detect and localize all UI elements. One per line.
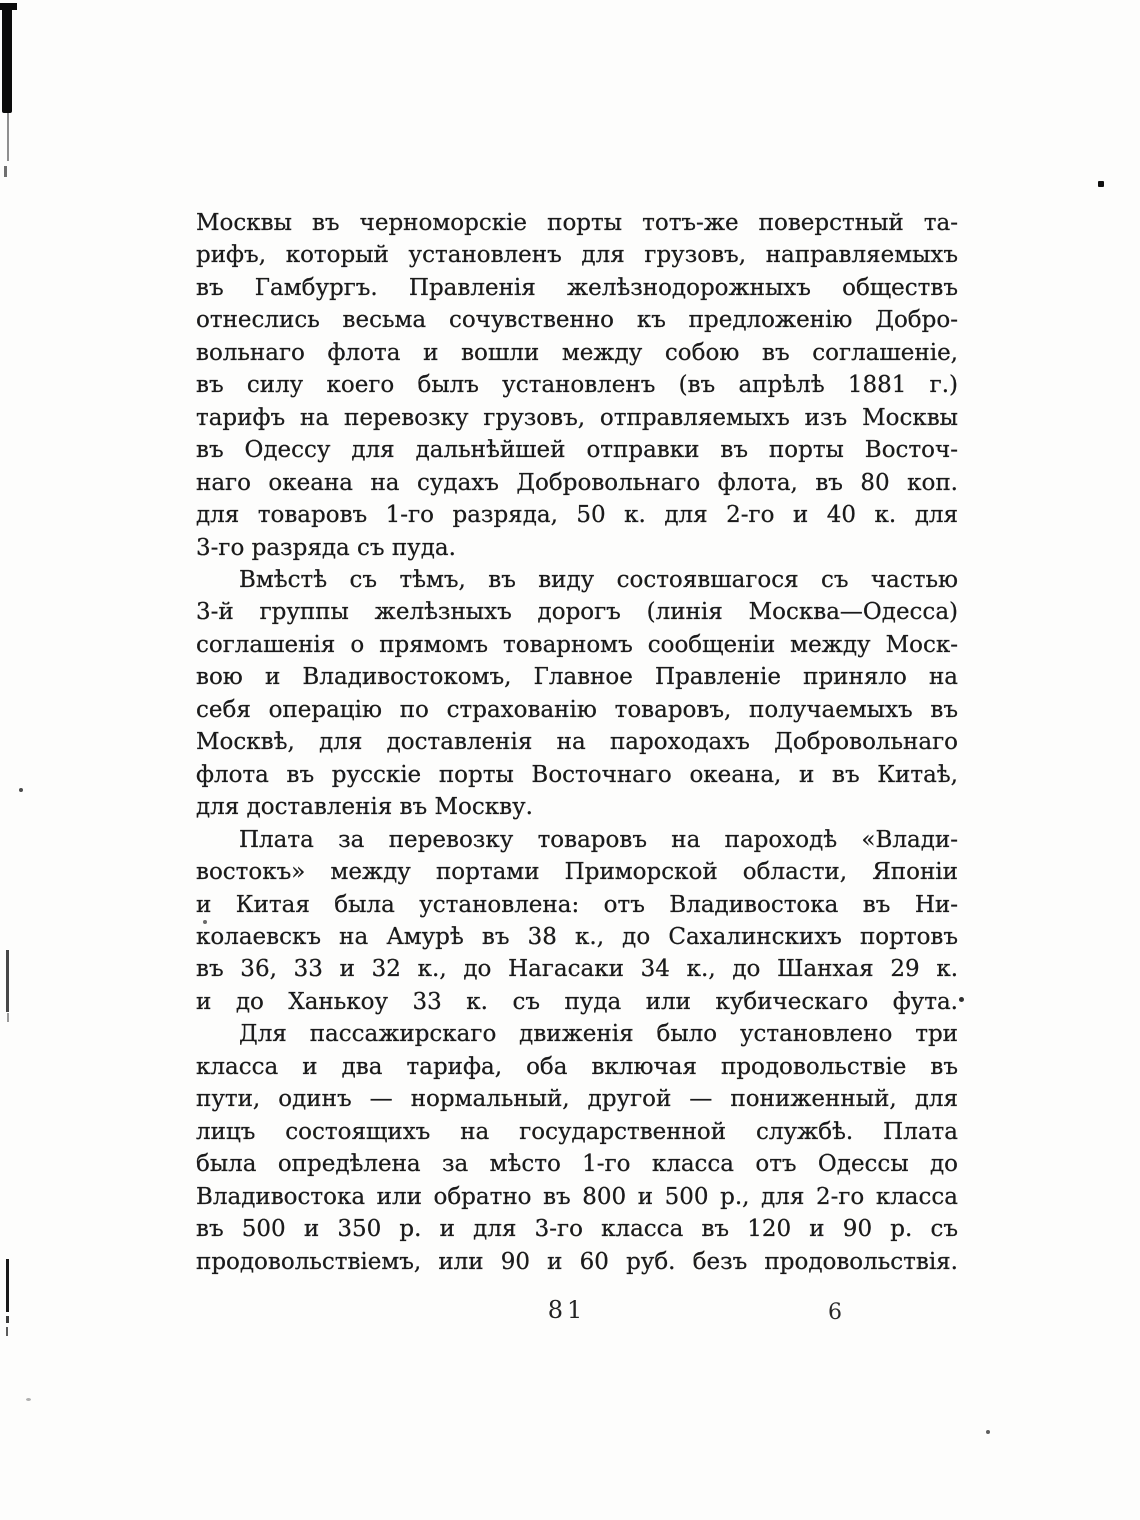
page-text: [196, 207, 958, 1278]
paragraph: [196, 1018, 958, 1278]
paragraph: [196, 564, 958, 824]
text-line: соглашенія о прямомъ товарномъ сообщеніи между Моск-: [196, 631, 958, 658]
text-line: въ Гамбургъ. Правленія желѣзнодорожныхъ обществъ: [196, 274, 958, 301]
ink-speck: [19, 788, 23, 792]
text-line: 3-й группы желѣзныхъ дорогъ (линія Москва—Одесса): [196, 599, 958, 626]
text-line: колаевскъ на Амурѣ въ 38 к., до Сахалинскихъ портовъ: [196, 923, 958, 950]
text-line: для товаровъ 1-го разряда, 50 к. для 2-го и 40 к. для: [196, 502, 958, 529]
text-line: и Китая была установлена: отъ Владивостока въ Ни-: [196, 891, 958, 918]
text-line: Для пассажирскаго движенія было установлено три: [239, 1021, 958, 1048]
text-line: отнеслись весьма сочувственно къ предложенію Добро-: [196, 307, 958, 334]
scan-artifact-edge-line: [7, 1013, 9, 1022]
text-line: Москвѣ, для доставленія на пароходахъ Добровольнаго: [196, 729, 958, 756]
scan-artifact-edge-bar: [0, 3, 17, 10]
text-line: вою и Владивостокомъ, Главное Правленіе приняло на: [196, 664, 958, 691]
ink-speck: [986, 1430, 990, 1434]
text-line: въ 500 и 350 р. и для 3-го класса въ 120 и 90 р. съ: [196, 1216, 958, 1243]
scan-artifact-edge-bar: [2, 3, 12, 113]
paragraph: [196, 207, 958, 564]
text-line: Москвы въ черноморскіе порты тотъ-же поверстный та-: [196, 210, 958, 236]
text-line: продовольствіемъ, или 90 и 60 руб. безъ продовольствія.: [196, 1248, 958, 1275]
text-line: была опредѣлена за мѣсто 1-го класса отъ Одессы до: [196, 1151, 958, 1178]
ink-speck: [959, 997, 964, 1002]
ink-speck: [1098, 181, 1104, 187]
text-line: въ 36, 33 и 32 к., до Нагасаки 34 к., до Шанхая 29 к.: [196, 956, 958, 983]
text-line: въ Одессу для дальнѣйшей отправки въ порты Восточ-: [196, 437, 958, 464]
scan-artifact-edge-line: [7, 113, 9, 161]
text-line: для доставленія въ Москву.: [196, 794, 533, 821]
signature-mark: 6: [828, 1300, 842, 1325]
text-line: флота въ русскіе порты Восточнаго океана, и въ Китаѣ,: [196, 761, 958, 788]
text-line: лицъ состоящихъ на государственной службѣ. Плата: [196, 1118, 958, 1145]
paragraph: [196, 824, 958, 1019]
text-line: и до Ханькоу 33 к. съ пуда или кубическаго фута.: [196, 988, 958, 1015]
text-line: себя операцію по страхованію товаровъ, получаемыхъ въ: [196, 696, 958, 723]
text-line: Плата за перевозку товаровъ на пароходѣ «Влади-: [239, 826, 958, 853]
ink-speck: [26, 1398, 31, 1401]
scan-artifact-edge-tick: [6, 1327, 8, 1336]
scan-artifact-edge-line: [6, 950, 9, 1012]
text-line: класса и два тарифа, оба включая продовольствіе въ: [196, 1053, 958, 1080]
scan-artifact-edge-tick: [6, 1316, 9, 1323]
text-line: въ силу коего былъ установленъ (въ апрѣлѣ 1881 г.): [196, 372, 958, 399]
text-line: востокъ» между портами Приморской области, Японіи: [196, 859, 958, 886]
text-line: тарифъ на перевозку грузовъ, отправляемыхъ изъ Москвы: [196, 404, 958, 431]
scan-artifact-edge-tick: [4, 166, 7, 177]
text-line: пути, одинъ — нормальный, другой — пониженный, для: [196, 1086, 958, 1113]
text-line: наго океана на судахъ Добровольнаго флота, въ 80 коп.: [196, 469, 958, 496]
scan-artifact-edge-line: [6, 1259, 9, 1312]
text-line: 3-го разряда съ пуда.: [196, 534, 456, 561]
text-line: рифъ, который установленъ для грузовъ, направляемыхъ: [196, 242, 958, 269]
page-number: 81: [547, 1296, 587, 1324]
text-line: Владивостока или обратно въ 800 и 500 р., для 2-го класса: [196, 1183, 958, 1210]
text-line: вольнаго флота и вошли между собою въ соглашеніе,: [196, 339, 958, 366]
text-line: Вмѣстѣ съ тѣмъ, въ виду состоявшагося съ частью: [239, 566, 958, 593]
